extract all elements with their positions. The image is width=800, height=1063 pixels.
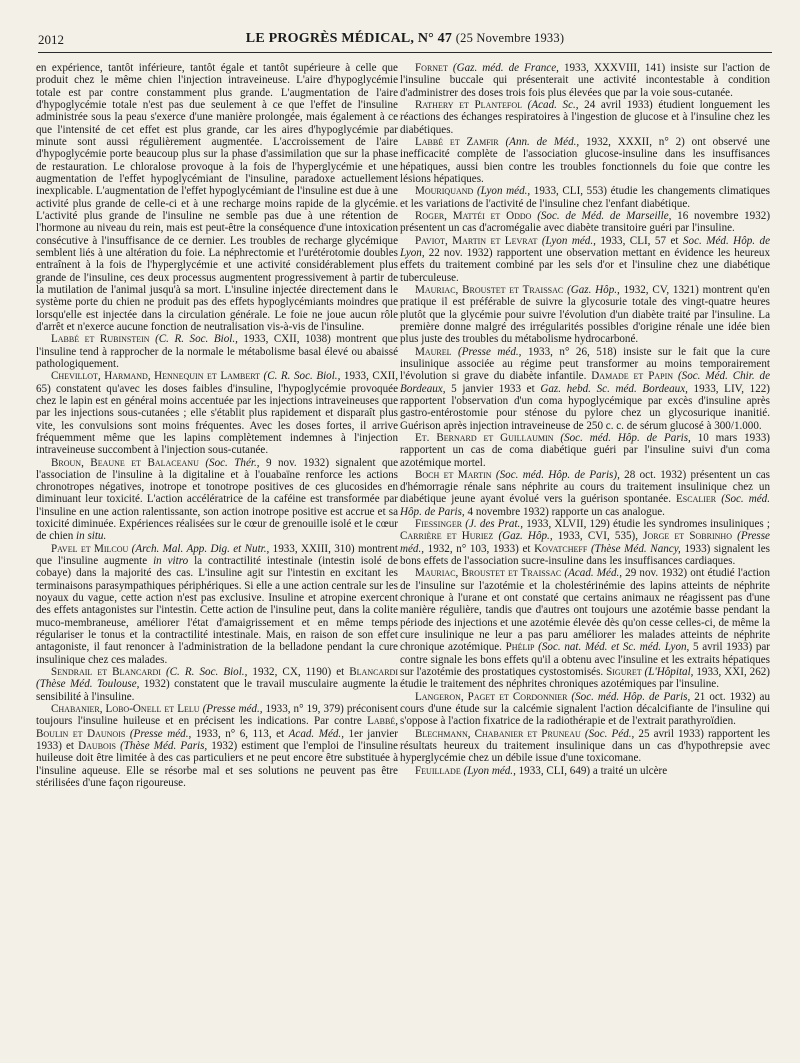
paragraph: Blechmann, Chabanier et Pruneau (Soc. Péd., 25 avril 1933) rapportent les résultats heureux du traitement insulinique dans un cas d'hypothrepsie avec hyperglycémie chez un débile issue d'une toxicomane.	[400, 727, 770, 765]
paragraph: Boch et Martin (Soc. méd. Hôp. de Paris), 28 oct. 1932) présentent un cas d'hémorragie rénale sans néphrite au cours du traitement insulinique chez un diabétique jeune ayant évolué vers la guérison spontanée. Escalier (Soc. méd. Hôp. de Paris, 4 novembre 1932) rapporte un cas analogue.	[400, 468, 770, 518]
paragraph: Maurel (Presse méd., 1933, n° 26, 518) insiste sur le fait que la cure insulinique associée au régime peut transformer au moins temporairement l'évolution si grave du diabète infantile. Damade et Papin (Soc. Méd. Chir. de Bordeaux, 5 janvier 1933 et Gaz. hebd. Sc. méd. Bordeaux, 1933, LIV, 122) rapportent l'observation d'un coma hypoglycémique par excès d'insuline après gastro-entérostomie pour sténose du pylore chez un glycosurique inanitié. Guérison après injection intraveineuse de 250 c. c. de sérum glucosé à 300/1.000.	[400, 345, 770, 432]
paragraph: Et. Bernard et Guillaumin (Soc. méd. Hôp. de Paris, 10 mars 1933) rapportent un cas de coma diabétique guéri par l'insuline suivi d'un coma azotémique mortel.	[400, 431, 770, 469]
citation-ref: (C. R. Soc. Biol.,	[165, 666, 248, 679]
paragraph: Labbé et Rubinstein (C. R. Soc. Biol., 1933, CXII, 1038) montrent que l'insuline tend à rapprocher de la normale le métabolisme basal élevé ou abaissé pathologiquement.	[36, 333, 398, 370]
paragraph: Broun, Beaune et Balaceanu (Soc. Thér., 9 nov. 1932) signalent que l'association de l'insuline à la digitaline et à l'ouabaïne renforce les actions chronotropes négatives, inotrope et tonotrope positives de ces glucosides en diminuant leur toxicité. L'action accélératrice de la caféine est transformée par l'insuline en une action ralentissante, son action inotrope positive est accrue et sa toxicité diminuée. Expériences réalisées sur le cœur de grenouille isolé et le cœur de chien in situ.	[36, 456, 398, 543]
author-names: Boch et Martin	[415, 468, 492, 481]
citation-ref: (Lyon méd.,	[541, 234, 596, 247]
left-column	[36, 62, 398, 789]
author-names: Mauriac, Broustet et Traissac	[415, 567, 562, 580]
citation-ref: (Lyon méd.,	[463, 764, 516, 777]
citation-ref: (Soc. méd. Hôp. de Paris),	[495, 468, 620, 481]
paragraph: Sendrail et Blancardi (C. R. Soc. Biol., 1932, CX, 1190) et Blancardi (Thèse Méd. Toulouse, 1932) constatent que le travail musculaire augmente la sensibilité à l'insuline.	[36, 666, 398, 703]
author-names: Blechmann, Chabanier et Pruneau	[415, 727, 581, 740]
author-names: Maurel	[415, 345, 452, 358]
paragraph: Mouriquand (Lyon méd., 1933, CLI, 553) étudie les changements climatiques et les variations de l'activité de l'insuline chez l'enfant diabétique.	[400, 185, 770, 210]
citation-ref: (Soc. Thér.,	[205, 456, 260, 469]
issue-date: (25 Novembre 1933)	[455, 31, 565, 45]
author-names: Fiessinger	[415, 518, 463, 531]
paragraph: Rathery et Plantefol (Acad. Sc., 24 avril 1933) étudient longuement les réactions des échanges respiratoires à l'ingestion de glucose et à l'insuline chez les diabétiques.	[400, 98, 770, 136]
author-names: Sendrail et Blancardi	[51, 666, 161, 679]
right-column	[400, 62, 770, 777]
citation-ref: (C. R. Soc. Biol.,	[155, 333, 238, 346]
running-title	[38, 31, 772, 47]
author-names: Roger, Mattéi et Oddo	[415, 209, 532, 222]
citation-ref: (Soc. Péd.,	[584, 727, 635, 740]
author-names: Chevillot, Harmand, Hennequin et Lambert	[51, 370, 260, 383]
author-names: Labbé et Zamfir	[415, 135, 499, 148]
citation-ref: (Presse méd.,	[202, 703, 263, 716]
citation-ref: (J. des Prat.,	[465, 518, 524, 531]
citation-ref: (Presse méd.,	[458, 345, 522, 358]
paragraph: Mauriac, Broustet et Traissac (Acad. Méd., 29 nov. 1932) ont étudié l'action de l'insuline sur l'azotémie et la cholestérinémie des lapins atteints de néphrite chronique à l'urane et ont constaté que certains animaux ne réagissent pas d'une manière régulière, tandis que d'autres ont toujours une azotémie basse pendant la période des injections et une azotémie élevée dès qu'on cesse celles-ci, de même la cure insulinique ne leur a pas paru améliorer les malades atteints de néphrite chronique azotémique. Phélip (Soc. nat. Méd. et Sc. méd. Lyon, 5 avril 1933) par contre signale les bons effets qu'il a obtenu avec l'insuline et les extraits hépatiques sur l'azotémie des prostatiques cystostomisés. Siguret (L'Hôpital, 1933, XXI, 262) étudie le traitement des néphrites chroniques azotémiques par l'insuline.	[400, 567, 771, 691]
author-names: Langeron, Paget et Cordonnier	[415, 690, 568, 703]
citation-ref: (Gaz. Hôp.,	[567, 283, 620, 296]
paragraph: en expérience, tantôt inférieure, tantôt égale et tantôt supérieure à celle que produit chez le même chien l'injection intraveineuse. L'aire d'hypoglycémie totale est par contre constamment plus grande. L'augmentation de l'aire d'hypoglycémie totale n'est pas due seulement à ce que l'effet de l'insuline administrée sous la peau s'exerce d'une manière prolongée, mais également à ce que l'intensité de cet effet est plus grande, car les aires d'hypoglycémie par minute sont aussi régulièrement augmentée. L'accroissement de l'aire d'hypoglycémie porte beaucoup plus sur la phase d'assimilation que sur la phase de restauration. Le chloralose provoque à la fois de l'hyperglycémie et une augmentation de l'effet hypoglycémiant de l'insuline, paradoxe actuellement inexplicable. L'augmentation de l'effet hypoglycémiant de l'insuline est due à une activité plus grande de celle-ci et à une recharge moins rapide de la glycémie. L'activité plus grande de l'insuline ne semble pas due à une rétention de l'hormone au niveau du rein, mais est peut-être la conséquence d'une intoxication consécutive à l'insuffisance de ce dernier. Les troubles de recharge glycémique semblent liés à une altération du foie. La néphrectomie et l'urétérotomie doubles entraînent à la fois de l'hyperglycémie et une activité considérablement plus grande de l'insuline, ces deux processus augmentent progressivement à partir de la mutilation de l'animal jusqu'à sa mort. L'insuline injectée directement dans le système porte du chien ne produit pas des effets hypoglycémiants moindres que lorsqu'elle est injectée dans la circulation générale. Le foie ne joue aucun rôle d'arrêt et n'exerce aucune fonction de neutralisation vis-à-vis de l'insuline.	[36, 62, 398, 333]
issue-number: N° 47	[417, 31, 453, 46]
paragraph: Pavel et Milcou (Arch. Mal. App. Dig. et Nutr., 1933, XXIII, 310) montrent que l'insuline augmente in vitro la contractilité intestinale (intestin isolé de cobaye) dans la majorité des cas. L'insuline agit sur l'intestin en excitant les terminaisons parasympathiques périphériques. Si elle a une action centrale sur les noyaux du vague, cette action n'est pas exclusive. Insuline et atropine exercent des effets antagonistes sur l'intestin. Cette action de l'insuline peut, dans la colite muco-membraneuse, améliorer l'état d'amaigrissement et en même temps régulariser le tonus et la contractilité intestinale. Mais, en raison de son effet antagoniste, il faut renoncer à l'administration de la belladone pendant la cure insulinique chez ces malades.	[36, 542, 399, 666]
author-names: Paviot, Martin et Levrat	[415, 234, 538, 247]
author-names: Mauriac, Broustet et Traissac	[415, 283, 564, 296]
citation-ref: (Soc. de Méd. de Marseille,	[537, 209, 672, 222]
citation-ref: (Ann. de Méd.,	[505, 135, 580, 148]
citation-ref: (Gaz. méd. de France,	[452, 62, 559, 74]
author-names: Feuillade	[415, 764, 461, 777]
author-names: Labbé et Rubinstein	[51, 333, 150, 346]
paragraph: Feuillade (Lyon méd., 1933, CLI, 649) a traité un ulcère	[415, 764, 668, 777]
paragraph: Langeron, Paget et Cordonnier (Soc. méd. Hôp. de Paris, 21 oct. 1932) au cours d'une étude sur la calcémie signalent l'action décalcifiante de l'insuline qui s'oppose à l'action fixatrice de la radiothérapie et de l'extrait parathyroïdien.	[400, 690, 770, 728]
paragraph: Labbé et Zamfir (Ann. de Méd., 1932, XXXII, n° 2) ont observé une inefficacité complète de l'association glucose-insuline dans les insuffisances hépatiques, aussi bien contre les troubles fonctionnels du foie que contre les lésions hépatiques.	[400, 135, 770, 185]
author-names: Chabanier, Lobo-Onell et Lelu	[51, 703, 200, 716]
paragraph: Paviot, Martin et Levrat (Lyon méd., 1933, CLI, 57 et Soc. Méd. Hôp. de Lyon, 22 nov. 1932) rapportent une observation mettant en évidence les heureux effets du traitement combiné par les sels d'or et l'insuline chez une diabétique tuberculeuse.	[400, 234, 771, 284]
citation-ref: (C. R. Soc. Biol.,	[263, 370, 341, 383]
journal-name: LE PROGRÈS MÉDICAL,	[245, 31, 415, 46]
citation-ref: (Acad. Méd.,	[564, 567, 623, 580]
author-names: Rathery et Plantefol	[415, 98, 523, 111]
paragraph: Mauriac, Broustet et Traissac (Gaz. Hôp., 1932, CV, 1321) montrent qu'en pratique il est préférable de suivre la glycosurie totale des vingt-quatre heures plutôt que la glycémie pour suivre l'évolution d'un diabète traité par l'insuline. La première donne malgré des irrégularités possibles d'origine rénale une idée bien plus juste des troubles du métabolisme hydrocarboné.	[400, 283, 770, 346]
author-names: Mouriquand	[415, 185, 474, 198]
author-names: Fornet	[415, 62, 448, 74]
citation-ref: (Soc. méd. Hôp. de Paris,	[560, 431, 691, 444]
paragraph: Fornet (Gaz. méd. de France, 1933, XXXVIII, 141) insiste sur l'action de l'insuline buccale qui présenterait une activité incontestable à condition d'administrer des doses trois fois plus élevées que par la voie sous-cutanée.	[400, 62, 770, 99]
citation-ref: (Arch. Mal. App. Dig. et Nutr.,	[131, 542, 270, 555]
page-header	[38, 30, 772, 53]
paragraph: Fiessinger (J. des Prat., 1933, XLVII, 129) étudie les syndromes insuliniques ; Carrière et Huriez (Gaz. Hôp., 1933, CVI, 535), Jorge et Sobrinho (Presse méd., 1932, n° 103, 1933) et Kovatcheff (Thèse Méd. Nancy, 1933) signalent les bons effets de l'association sucre-insuline dans les insuffisances cardiaques.	[400, 518, 770, 568]
author-names: Et. Bernard et Guillaumin	[415, 431, 554, 444]
citation-ref: (Soc. méd. Hôp. de Paris,	[571, 690, 691, 703]
paragraph: Roger, Mattéi et Oddo (Soc. de Méd. de Marseille, 16 novembre 1932) présentent un cas d'acromégalie avec diabète transitoire guéri par l'insuline.	[400, 209, 771, 235]
citation-ref: (Acad. Sc.,	[527, 98, 579, 111]
author-names: Broun, Beaune et Balaceanu	[51, 456, 199, 469]
paragraph: Chabanier, Lobo-Onell et Lelu (Presse méd., 1933, n° 19, 379) préconisent toujours l'insuline huileuse et en précisent les indications. Par contre Labbé, Boulin et Daunois (Presse méd., 1933, n° 6, 113, et Acad. Méd., 1er janvier 1933) et Daubois (Thèse Méd. Paris, 1932) estiment que l'emploi de l'insuline huileuse doit être limitée à des cas particuliers et ne peut encore être substituée à l'insuline aqueuse. Elle se résorbe mal et ses solutions ne peuvent pas être stérilisées d'une façon rigoureuse.	[36, 703, 398, 790]
citation-ref: (Lyon méd.,	[476, 185, 531, 198]
paragraph: Chevillot, Harmand, Hennequin et Lambert (C. R. Soc. Biol., 1933, CXII, 65) constatent qu'avec les doses faibles d'insuline, l'hypoglycémie provoquée chez le lapin est en général moins accentuée par les injections intraveineuses que par les injections sous-cutanées ; elle s'établit plus rapidement et disparaît plus vite, les convulsions sont moins fréquentes. Avec les doses fortes, il arrive fréquemment même que les lapins complètement indemnes à l'injection intraveineuse succombent à l'injection sous-cutanée.	[36, 370, 398, 457]
author-names: Pavel et Milcou	[51, 542, 129, 555]
page-number: 2012	[38, 32, 64, 47]
